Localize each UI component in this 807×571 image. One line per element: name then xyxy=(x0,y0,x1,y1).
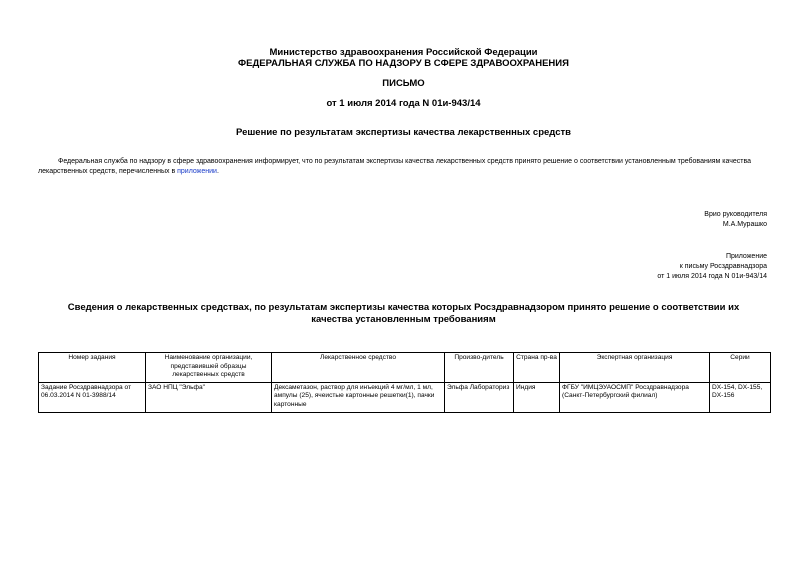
document-type: ПИСЬМО xyxy=(382,78,425,89)
medicines-table xyxy=(38,352,771,413)
column-header-country: Страна пр-ва xyxy=(514,353,560,383)
cell-drug: Дексаметазон, раствор для инъекций 4 мг/мл, 1 мл, ампулы (25), ячеистые картонные решетки(1), пачки картонные xyxy=(272,382,445,413)
column-header-manufacturer: Произво-дитель xyxy=(445,353,514,383)
appendix-date: от 1 июля 2014 года N 01и-943/14 xyxy=(657,273,767,280)
column-header-drug: Лекарственное средство xyxy=(272,353,445,383)
column-header-task: Номер задания xyxy=(39,353,146,383)
cell-series: DX-154, DX-155, DX-156 xyxy=(710,382,771,413)
appendix-title: Сведения о лекарственных средствах, по результатам экспертизы качества которых Росздравнадзором принято решение о соответствии их качества установленным требованиям xyxy=(67,302,740,325)
ministry-name: Министерство здравоохранения Российской Федерации xyxy=(269,47,538,58)
letter-body-end: . xyxy=(216,168,219,175)
letter-body-text: Федеральная служба по надзору в сфере здравоохранения информирует, что по результатам экспертизы качества лекарственных средств принято решение о соответствии установленным требованиям качества лекарственных средств, перечисленных в xyxy=(38,158,752,175)
table-row xyxy=(39,382,771,413)
table-header-row xyxy=(39,353,771,383)
column-header-expert: Экспертная организация xyxy=(560,353,710,383)
document-subject: Решение по результатам экспертизы качества лекарственных средств xyxy=(236,127,571,138)
cell-expert: ФГБУ "ИМЦЭУАОСМП" Росздравнадзора (Санкт-Петербургский филиал) xyxy=(560,382,710,413)
service-name: ФЕДЕРАЛЬНАЯ СЛУЖБА ПО НАДЗОРУ В СФЕРЕ ЗДРАВООХРАНЕНИЯ xyxy=(238,58,569,69)
cell-task: Задание Росздравнадзора от 06.03.2014 N 01-3988/14 xyxy=(39,382,146,413)
appendix-label: Приложение xyxy=(725,253,767,260)
appendix-to-letter: к письму Росздравнадзора xyxy=(679,263,767,270)
cell-manufacturer: Эльфа Лабораториз xyxy=(445,382,514,413)
letter-body xyxy=(38,157,770,177)
column-header-organization: Наименование организации, представившей образцы лекарственных средств xyxy=(146,353,272,383)
signatory-position: Врио руководителя xyxy=(704,211,767,218)
document-date-number: от 1 июля 2014 года N 01и-943/14 xyxy=(326,98,481,109)
signatory-name: М.А.Мурашко xyxy=(722,221,767,228)
appendix-link[interactable]: приложении xyxy=(177,168,217,175)
column-header-series: Серии xyxy=(710,353,771,383)
cell-organization: ЗАО НПЦ "Эльфа" xyxy=(146,382,272,413)
cell-country: Индия xyxy=(514,382,560,413)
